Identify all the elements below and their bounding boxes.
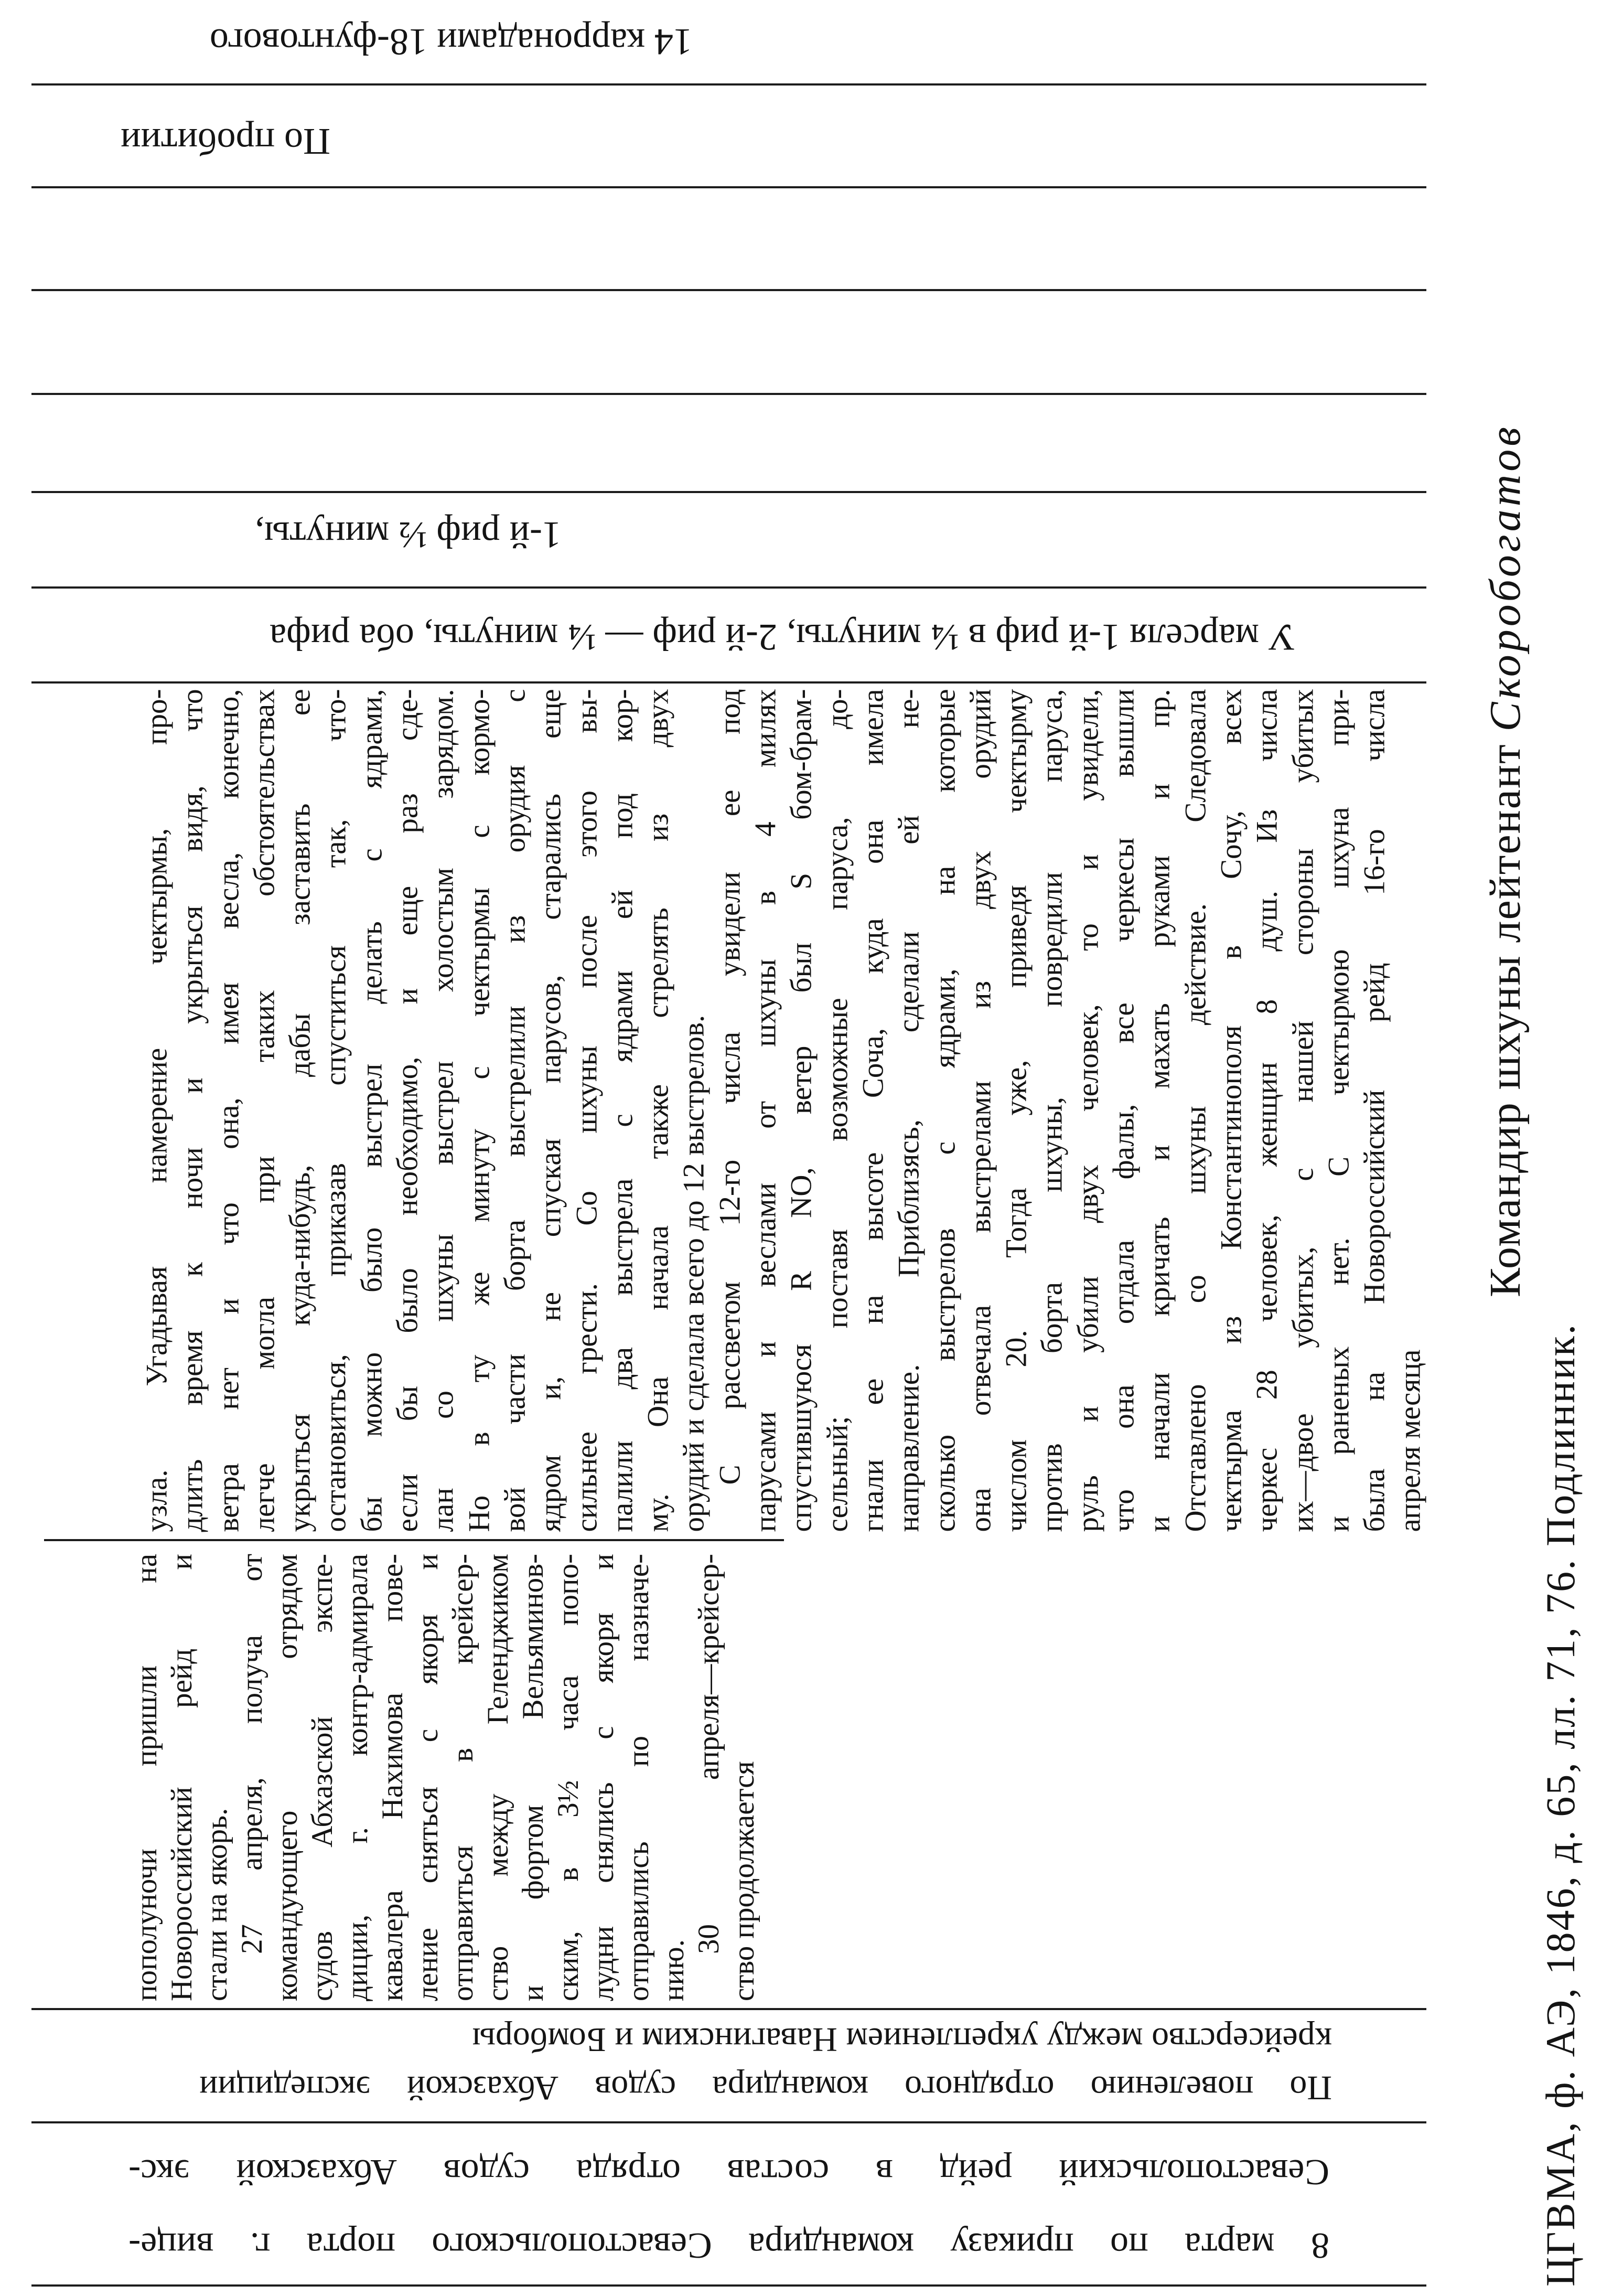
table-rule xyxy=(31,2121,1426,2123)
dates-line: Новороссийский рейд и xyxy=(165,1554,198,2001)
journal-line: укрыться куда-нибудь, дабы заставить ее xyxy=(283,689,317,1532)
dates-line: пополуночи пришли на xyxy=(130,1554,163,2001)
dates-line: судов Абхазской экспе- xyxy=(306,1554,339,2001)
cell-marsel: У марселя 1-й риф в ¼ минуты, 2-й риф — ¼ минуты, оба рифа xyxy=(270,616,1295,658)
journal-line: ветра нет и что она, имея весла, конечно, xyxy=(212,689,245,1532)
journal-line: руль и убили двух человек, то и увидели, xyxy=(1071,689,1105,1532)
order-line: крейсерство между укреплением Навагинским и Бомборы xyxy=(472,2021,1332,2059)
dates-line: стали на якорь. xyxy=(200,1808,233,2001)
journal-line: Но в ту же минуту с чектырмы с кормо- xyxy=(463,689,496,1532)
table-rule xyxy=(31,186,1426,188)
journal-line: чектырма из Константинополя в Сочу, всех xyxy=(1215,689,1248,1532)
journal-line: орудий и сделала всего до 12 выстрелов. xyxy=(677,1014,711,1532)
journal-text-column xyxy=(139,689,1430,1532)
table-rule xyxy=(31,491,1426,493)
journal-line: узла. Угадывая намерение чектырмы, про- xyxy=(140,689,174,1532)
table-rule xyxy=(31,289,1426,291)
signature-title: Командир шхуны лейтенант xyxy=(1481,743,1530,1297)
cell-guns: 14 карронадами 18-фунтового xyxy=(209,21,692,63)
journal-line: сельный; поставя возможные паруса, до- xyxy=(821,689,854,1532)
journal-line: направление. Приблизясь, сделали ей не- xyxy=(892,689,926,1532)
journal-line: она отвечала выстрелами из двух орудий xyxy=(964,689,997,1532)
dates-line: лудни снялись с якоря и xyxy=(587,1554,620,2001)
table-rule xyxy=(31,2008,1426,2010)
journal-line: была на Новороссийский рейд 16-го числа xyxy=(1358,689,1391,1532)
journal-line: длить время к ночи и укрыться видя, что xyxy=(176,689,209,1532)
journal-line: что она отдала фалы, все черкесы вышли xyxy=(1107,689,1141,1532)
dates-line: и фортом Вельяминов- xyxy=(517,1554,550,2001)
journal-line: числом 20. Тогда уже, приведя чектырму xyxy=(1000,689,1033,1532)
journal-line: черкес 28 человек, женщин 8 душ. Из числа xyxy=(1250,689,1284,1532)
journal-line: вой части борта выстрелили из орудия с xyxy=(498,689,532,1532)
journal-line: апреля месяца xyxy=(1393,1349,1427,1532)
journal-line: парусами и веслами от шхуны в 4 милях xyxy=(749,689,782,1532)
march-line: 8 марта по приказу командира Севастопольского порта г. вице- xyxy=(128,2225,1329,2266)
dates-line: 27 апреля, получа от xyxy=(235,1554,268,1954)
table-rule xyxy=(31,393,1426,395)
dates-line: диции, г. контр-адмирала xyxy=(341,1554,374,2001)
dates-line: кавалера Нахимова пове- xyxy=(376,1554,409,2001)
archive-citation: ЦГВМА, ф. АЭ, 1846, д. 65, лл. 71, 76. Подлинник. xyxy=(1538,1322,1583,2287)
order-line: По повелению отрядного командира судов Абхазской экспедиции xyxy=(199,2069,1332,2107)
journal-line: гнали ее на высоте Соча, куда она имела xyxy=(856,689,890,1532)
dates-line: ство продолжается xyxy=(727,1761,760,2001)
dates-text-column xyxy=(129,1554,762,2001)
journal-line: му. Она начала также стрелять из двух xyxy=(641,689,675,1532)
dates-line: отправились по назначе- xyxy=(622,1554,655,2001)
journal-line: спустившуюся R NO, ветер был S бом-брам- xyxy=(784,689,818,1532)
table-rule xyxy=(31,83,1426,86)
journal-line: сильнее грести. Со шхуны после этого вы- xyxy=(570,689,604,1532)
journal-line: их—двое убитых, с нашей стороны убитых xyxy=(1286,689,1319,1532)
cell-rif: 1-й риф ½ минуты, xyxy=(254,514,561,556)
dates-line: ство между Геленджиком xyxy=(481,1554,514,2001)
table-rule xyxy=(31,586,1426,589)
journal-line: С рассветом 12-го числа увидели ее под xyxy=(713,689,747,1485)
table-rule xyxy=(31,2284,1426,2287)
journal-line: сколько выстрелов с ядрами, на которые xyxy=(928,689,962,1532)
dates-line: ление сняться с якоря и xyxy=(411,1554,444,2001)
order-cell xyxy=(199,2013,1332,2112)
journal-line: остановиться, приказав спуститься так, что- xyxy=(319,689,352,1532)
journal-line: легче могла при таких обстоятельствах xyxy=(248,689,281,1532)
signature xyxy=(1473,220,1539,1297)
dates-line: командующего отрядом xyxy=(271,1554,304,2001)
journal-line: палили два выстрела с ядрами ей под кор- xyxy=(606,689,639,1532)
journal-line: бы можно было выстрел делать с ядрами, xyxy=(355,689,389,1532)
journal-line: и начали кричать и махать руками и пр. xyxy=(1143,689,1176,1532)
table-rule-short xyxy=(44,1539,784,1541)
dates-line: нию. xyxy=(657,1939,690,2001)
journal-line: если бы было необходимо, и еще раз сде- xyxy=(391,689,424,1532)
dates-line: отправиться в крейсер- xyxy=(446,1554,479,2001)
signature-name: Скоробогатов xyxy=(1481,424,1530,732)
dates-line: 30 апреля—крейсер- xyxy=(692,1554,725,1954)
march-line: Севастопольский рейд в состав отряда судов Абхазской экс- xyxy=(128,2152,1329,2192)
dates-line: ским, в 3½ часа попо- xyxy=(552,1554,585,2001)
journal-line: ядром и, не спуская парусов, старались еще xyxy=(534,689,567,1532)
journal-line: лан со шхуны выстрел холостым зарядом. xyxy=(426,689,460,1532)
journal-line: Отставлено со шхуны действие. Следовала xyxy=(1179,689,1212,1532)
journal-line: против борта шхуны, повредили паруса, xyxy=(1035,689,1069,1532)
table-rule xyxy=(31,681,1426,684)
cell-probitie: По пробитии xyxy=(120,121,330,163)
journal-line: и раненых нет. С чектырмою шхуна при- xyxy=(1322,689,1356,1532)
march-cell xyxy=(128,2135,1329,2282)
